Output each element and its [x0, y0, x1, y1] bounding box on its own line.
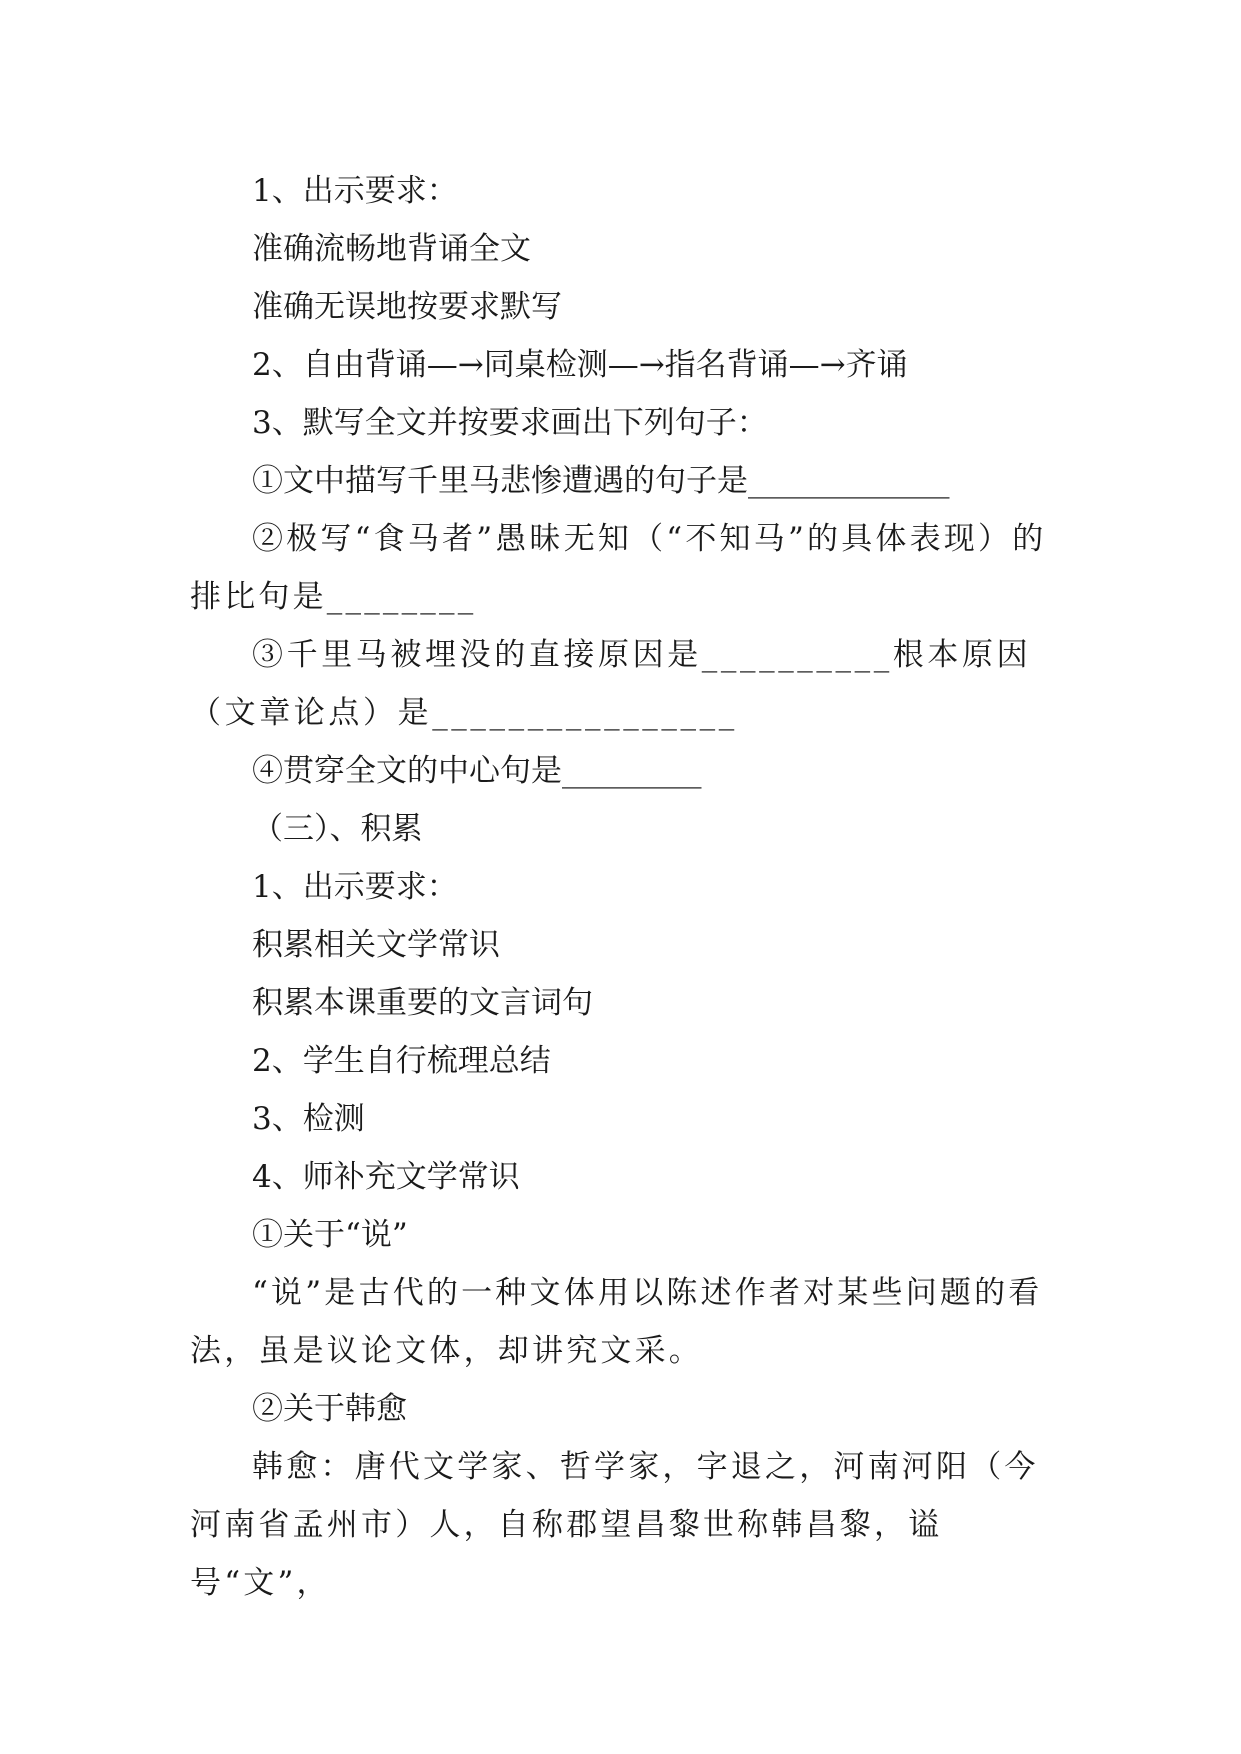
- paragraph-teacher-supplement: 4、师补充文学常识: [252, 1159, 520, 1195]
- paragraph-about-hanyu-heading: ②关于韩愈: [252, 1391, 407, 1427]
- paragraph-about-hanyu-body: 韩愈：唐代文学家、哲学家，字退之，河南河阳（今河南省孟州市）人，自称郡望昌黎世称韩昌黎，谥号“文”，: [190, 1449, 1039, 1601]
- paragraph-requirement-literature: 积累相关文学常识: [252, 927, 500, 963]
- paragraph-requirements-heading-2: 1、出示要求：: [252, 869, 458, 905]
- paragraph-check: 3、检测: [252, 1101, 365, 1137]
- paragraph-requirement-recite: 准确流畅地背诵全文: [252, 231, 531, 267]
- paragraph-dictation-task: 3、默写全文并按要求画出下列句子：: [252, 405, 768, 441]
- paragraph-recitation-steps: 2、自由背诵—→同桌检测—→指名背诵—→齐诵: [252, 347, 908, 383]
- paragraph-question-3: ③千里马被埋没的直接原因是__________根本原因（文章论点）是________________: [190, 637, 1032, 731]
- section-heading-accumulation: （三）、积累: [252, 811, 423, 847]
- paragraph-question-2: ②极写“食马者”愚昧无知（“不知马”的具体表现）的排比句是________: [190, 521, 1047, 615]
- paragraph-question-1: ①文中描写千里马悲惨遭遇的句子是_____________: [252, 463, 950, 499]
- paragraph-about-shuo-body: “说”是古代的一种文体用以陈述作者对某些问题的看法，虽是议论文体，却讲究文采。: [190, 1275, 1043, 1369]
- paragraph-question-4: ④贯穿全文的中心句是_________: [252, 753, 702, 789]
- paragraph-requirement-dictation: 准确无误地按要求默写: [252, 289, 562, 325]
- document-body: [190, 162, 1050, 1612]
- paragraph-requirements-heading: 1、出示要求：: [252, 173, 458, 209]
- paragraph-self-summary: 2、学生自行梳理总结: [252, 1043, 551, 1079]
- paragraph-requirement-vocabulary: 积累本课重要的文言词句: [252, 985, 593, 1021]
- paragraph-about-shuo-heading: ①关于“说”: [252, 1217, 408, 1253]
